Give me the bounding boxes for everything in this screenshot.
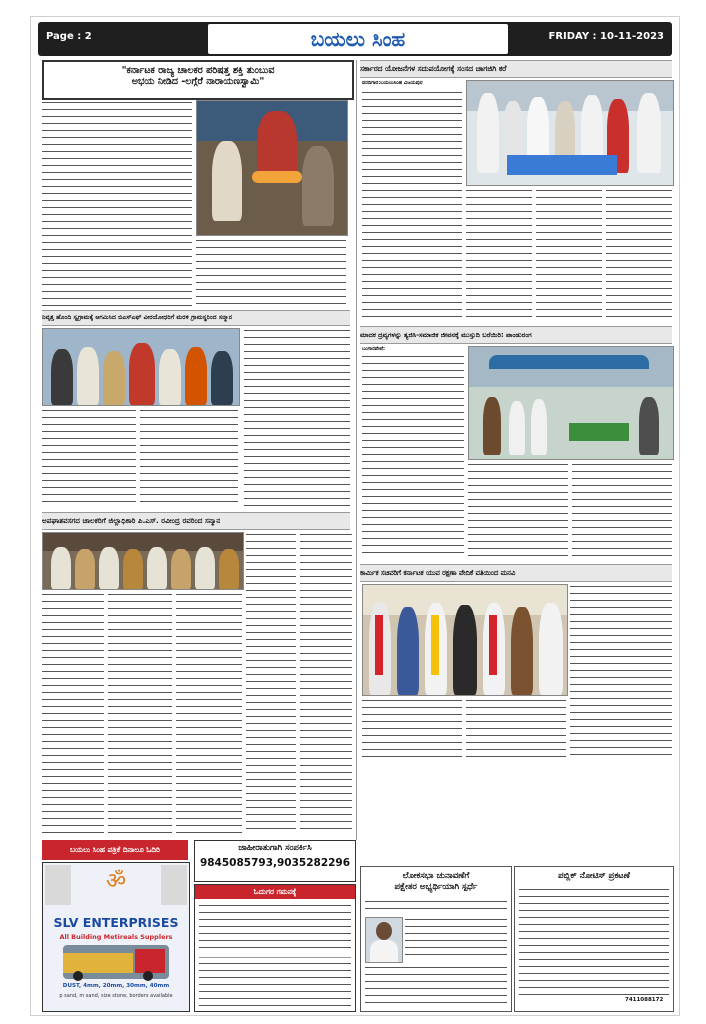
right-mid-headline: ಮಾದಕ ದ್ರವ್ಯಗಳನ್ನು ತ್ಯಜಿಸಿ-ಸಮಾಜಿಕ ಜೀವನಕ್ಕೆ ಮುಸ್ತುದಿ ಬರೆಯಿರಿ: ಪಾಂಡುರಂಗ	[360, 326, 672, 344]
slv-extra: p sand, m sand, size stone, borders available	[59, 993, 173, 999]
proprietor-photo	[45, 865, 71, 905]
headline-line: ಪಕ್ಷೇತರ ಅಭ್ಯರ್ಥಿಯಾಗಿ ಸ್ಪರ್ಧೆ	[394, 882, 478, 892]
memorandum-photo	[362, 584, 568, 696]
drivers-felicitation-photo	[42, 532, 244, 590]
article-body-text	[570, 584, 672, 760]
proprietor-photo	[161, 865, 187, 905]
article-body-text	[466, 188, 532, 320]
article-body-text	[362, 698, 462, 760]
article-body-text	[300, 532, 352, 834]
article-body-text	[365, 899, 507, 913]
article-body-text	[196, 238, 346, 306]
garlanding-photo	[196, 100, 348, 236]
advertise-contact-box	[194, 840, 356, 882]
loksabha-headline	[365, 871, 507, 893]
newspaper-title: ಬಯಲು ಸಿಂಹ	[208, 24, 508, 54]
article-body-text	[42, 408, 136, 506]
slv-sizes: DUST, 4mm, 20mm, 30mm, 40mm	[62, 983, 170, 989]
article-body-text	[176, 592, 242, 834]
dateline: ಬಂಗಾರಪೇಟೆ:	[362, 346, 386, 352]
slv-tagline: All Building Metireals Supplers	[59, 933, 173, 941]
read-daily-banner	[42, 840, 188, 860]
masthead	[38, 22, 672, 56]
divider	[199, 957, 351, 958]
om-symbol-icon: ॐ	[105, 869, 127, 894]
article-body-text	[606, 188, 672, 320]
mp-event-photo	[466, 80, 674, 186]
public-notice-box	[514, 866, 674, 1012]
article-body-text	[536, 188, 602, 320]
issue-date: FRIDAY : 10-11-2023	[548, 31, 664, 42]
article-body-text	[362, 90, 462, 320]
left-lower-headline: ಅಪಘಾತವಸಗದ ಚಾಲಕರಿಗೆ ಜಿಲ್ಲಾಧಿಕಾರಿ ಪಿ.ಎಸ್. ರವೀಂದ್ರ ರವರಿಂದ ಸನ್ಮಾನ	[42, 512, 350, 530]
article-body-text	[199, 961, 351, 1007]
headline-line: ಅಭಯ ನೀಡಿದ -ಲಗ್ಗೆರೆ ನಾರಾಯಣಸ್ವಾಮಿ"	[131, 76, 265, 88]
article-body-text	[108, 592, 172, 834]
article-body-text	[365, 965, 507, 1007]
dateline: ವರದಿಗಾರ:ಬಯಲುಸಿಂಹ ವಿಜಯಪುರ	[362, 80, 423, 86]
advertise-title: ಜಾಹೀರಾತುಗಾಗಿ ಸಂಪರ್ಕಿಸಿ	[238, 843, 312, 853]
reader-notice-box	[194, 884, 356, 1012]
reader-notice-title: ಓದುಗರ ಗಮನಕ್ಕೆ	[195, 885, 355, 899]
article-body-text	[519, 887, 669, 997]
article-body-text	[42, 592, 104, 834]
article-body-text	[42, 100, 192, 306]
right-top-headline: ಸರ್ಕಾರದ ಯೋಜನೆಗಳ ಸದುಪಯೋಗಕ್ಕೆ ಸಂಸದ ಚಾಗಜಿಗಿ ಕರೆ	[360, 60, 672, 78]
slv-enterprises-ad	[42, 862, 190, 1012]
article-body-text	[199, 903, 351, 953]
article-body-text	[405, 917, 507, 961]
article-body-text	[246, 532, 296, 834]
column-divider	[356, 60, 357, 840]
article-body-text	[468, 462, 568, 558]
article-body-text	[244, 328, 350, 506]
article-body-text	[466, 698, 566, 760]
candidate-photo	[365, 917, 403, 963]
left-mid-headline: ನಿವೃತ್ತ ಹೊಂದಿ ಸ್ವಗ್ರಾಮಕ್ಕೆ ಆಗಮಿಸಿದ ಬಿಎಸ್‌ಎಫ್ ವೀರಯೋಧರಿಗೆ ಮರಳಿ ಗ್ರಾಮಸ್ಥರಿಂದ ಸನ್ಮಾನ	[42, 310, 350, 326]
soldier-felicitation-photo	[42, 328, 240, 406]
article-body-text	[362, 354, 464, 558]
headline-line: ಲೋಕಸಭಾ ಚುನಾವಣೆಗೆ	[402, 871, 470, 881]
headline-line: "ಕರ್ನಾಟಕ ರಾಜ್ಯ ಚಾಲಕರ ಪರಿಷತ್ತ ಶಕ್ತಿ ತುಂಬುವ	[121, 65, 275, 76]
left-top-headline	[42, 60, 354, 100]
loksabha-candidate-box	[360, 866, 512, 1012]
banner-text: ಬಯಲು ಸಿಂಹ ಪತ್ರಿಕೆ ದಿನಾಲೂ ಓದಿರಿ	[70, 845, 160, 854]
article-body-text	[572, 462, 672, 558]
right-lower-headline: ಕಾರ್ಮಿಕ ಸಚಿವರಿಗೆ ಕರ್ನಾಟಕ ಯುವ ರಕ್ಷಣಾ ವೇದಿಕೆ ವತಿಯಿಂದ ಮನವಿ	[360, 564, 672, 582]
page-number: Page : 2	[46, 31, 92, 42]
public-notice-headline: ಪಬ್ಲಿಕ್ ನೋಟಿಸ್ ಪ್ರಕಟಣೆ	[558, 871, 630, 881]
awareness-rally-photo	[468, 346, 674, 460]
article-body-text	[140, 408, 238, 506]
slv-name: SLV ENTERPRISES	[53, 915, 179, 930]
notice-phone: 7411088172	[625, 997, 664, 1003]
advertise-phones: 9845085793,9035282296	[199, 857, 351, 869]
truck-icon	[63, 945, 169, 979]
